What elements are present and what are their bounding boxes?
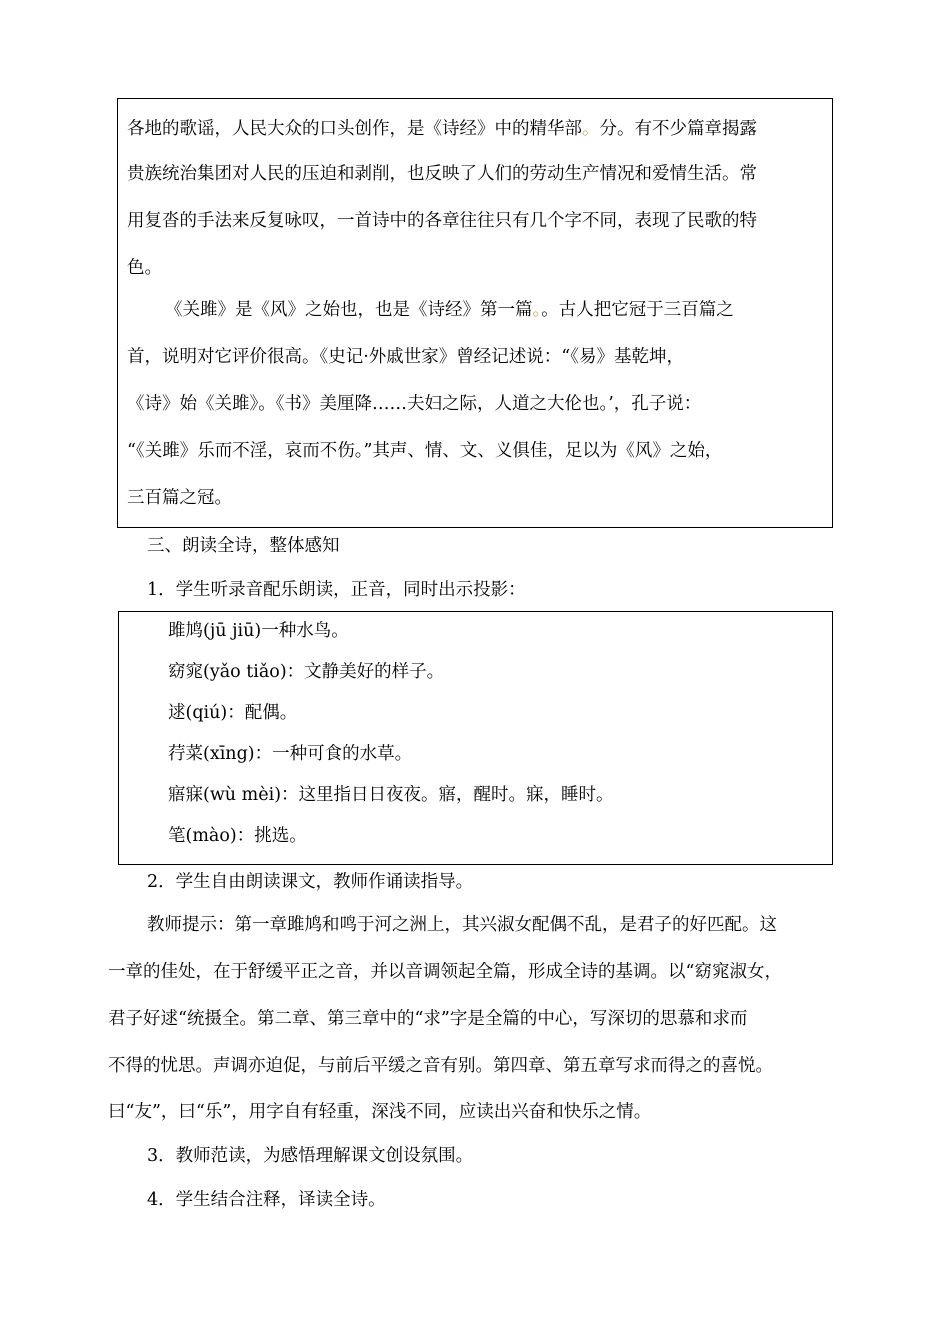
step-1: 1．学生听录音配乐朗读，正音，同时出示投影： xyxy=(147,580,526,600)
teacher-tip-line: 君子好逑“统摄全。第二章、第三章中的“求”字是全篇的中心，写深切的思慕和求而 xyxy=(108,1009,748,1029)
intro-line-6: 首，说明对它评价很高。《史记·外戚世家》曾经记述说：“《易》基乾坤， xyxy=(127,347,685,367)
marker-dot: 。 xyxy=(532,300,542,320)
intro-line-1: 各地的歌谣，人民大众的口头创作，是《诗经》中的精华部。分。有不少篇章揭露 xyxy=(127,119,757,139)
step-4: 4．学生结合注释，译读全诗。 xyxy=(147,1190,386,1210)
teacher-tip-line: 不得的忧思。声调亦迫促，与前后平缓之音有别。第四章、第五章写求而得之的喜悦。 xyxy=(108,1056,773,1076)
step-3: 3．教师范读，为感悟理解课文创设氛围。 xyxy=(147,1146,474,1166)
teacher-tip-line: 教师提示：第一章雎鸠和鸣于河之洲上，其兴淑女配偶不乱，是君子的好匹配。这 xyxy=(147,915,777,935)
vocab-item: 笔(mào)：挑选。 xyxy=(168,826,307,846)
intro-line-8: “《关雎》乐而不淫，哀而不伤。”其声、情、文、义俱佳，足以为《风》之始， xyxy=(127,441,723,461)
vocab-item: 荇菜(xīng)：一种可食的水草。 xyxy=(168,744,413,764)
vocab-item: 寤寐(wù mèi)：这里指日日夜夜。寤，醒时。寐，睡时。 xyxy=(168,785,614,805)
intro-line-9: 三百篇之冠。 xyxy=(127,488,232,508)
step-2: 2．学生自由朗读课文，教师作诵读指导。 xyxy=(147,872,474,892)
section-heading: 三、朗读全诗，整体感知 xyxy=(147,536,340,556)
vocab-item: 窈窕(yǎo tiǎo)：文静美好的样子。 xyxy=(168,662,445,682)
intro-line-7: 《诗》始《关雎》。《书》美厘降……夫妇之际，人道之大伦也。’，孔子说： xyxy=(127,394,702,414)
intro-line-2: 贵族统治集团对人民的压迫和剥削，也反映了人们的劳动生产情况和爱情生活。常 xyxy=(127,164,757,184)
vocab-item: 雎鸠(jū jiū)一种水鸟。 xyxy=(168,621,349,641)
intro-line-4: 色。 xyxy=(127,258,162,278)
intro-line-5: 《关雎》是《风》之始也，也是《诗经》第一篇。。古人把它冠于三百篇之 xyxy=(165,300,734,320)
marker-dot: 。 xyxy=(582,119,600,139)
teacher-tip-line: 一章的佳处，在于舒缓平正之音，并以音调领起全篇，形成全诗的基调。以“窈窕淑女， xyxy=(108,962,782,982)
vocab-item: 逑(qiú)：配偶。 xyxy=(168,703,298,723)
intro-line-3: 用复沓的手法来反复咏叹，一首诗中的各章往往只有几个字不同，表现了民歌的特 xyxy=(127,211,757,231)
teacher-tip-line: 曰“友”，曰“乐”，用字自有轻重，深浅不同，应读出兴奋和快乐之情。 xyxy=(108,1102,652,1122)
